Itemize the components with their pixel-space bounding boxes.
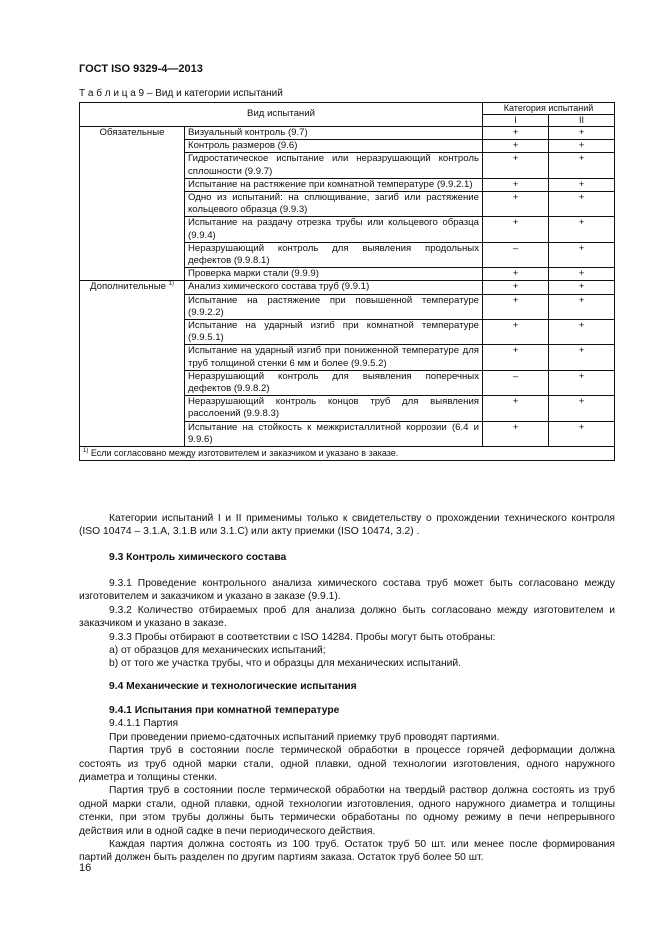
table-row bbox=[80, 127, 615, 140]
category-i-cell: + bbox=[483, 268, 549, 281]
category-i-cell: + bbox=[483, 345, 549, 370]
test-name-cell: Испытание на ударный изгиб при пониженной температуре для труб толщиной стенки 6 мм и более (9.9.5.2) bbox=[185, 345, 483, 370]
category-i-cell: + bbox=[483, 140, 549, 153]
test-name-cell: Испытание на раздачу отрезка трубы или кольцевого образца (9.9.4) bbox=[185, 217, 483, 242]
group-name: Дополнительные bbox=[90, 281, 166, 293]
category-i-cell: + bbox=[483, 127, 549, 140]
category-ii-cell: + bbox=[549, 421, 615, 446]
test-name-cell: Проверка марки стали (9.9.9) bbox=[185, 268, 483, 281]
paragraph-lot-1: При проведении приемо-сдаточных испытаний приемку труб проводят партиями. bbox=[109, 731, 500, 743]
section-9-3 bbox=[79, 551, 615, 564]
category-i-cell: – bbox=[483, 370, 549, 395]
paragraph-lot-2: Партия труб в состоянии после термической обработки в процессе горячей деформации должна состоять из труб одной марки стали, одной плавки, одной технологии изготовления, одного наружного диаметра и толщины стенки. bbox=[79, 745, 615, 784]
category-i-cell: + bbox=[483, 178, 549, 191]
test-name-cell: Испытание на растяжение при повышенной температуре (9.9.2.2) bbox=[185, 294, 483, 319]
category-ii-cell: + bbox=[549, 370, 615, 395]
col-header-category: Категория испытаний bbox=[483, 103, 615, 115]
group-label bbox=[80, 281, 185, 447]
category-i-cell: – bbox=[483, 242, 549, 267]
test-name-cell: Контроль размеров (9.6) bbox=[185, 140, 483, 153]
paragraph-9-3-2: 9.3.2 Количество отбираемых проб для анализа должно быть согласовано между изготовителем и заказчиком и указано в заказе. bbox=[79, 604, 615, 630]
col-header-i: I bbox=[483, 115, 549, 127]
test-name-cell: Испытание на растяжение при комнатной температуре (9.9.2.1) bbox=[185, 178, 483, 191]
category-ii-cell: + bbox=[549, 281, 615, 294]
list-item-b: b) от того же участка трубы, что и образцы для механических испытаний. bbox=[109, 658, 462, 670]
table-footnote bbox=[80, 447, 615, 461]
paragraph-9-3-3: 9.3.3 Пробы отбирают в соответствии с ISO 14284. Пробы могут быть отобраны: bbox=[109, 631, 496, 643]
category-ii-cell: + bbox=[549, 178, 615, 191]
footnote-text: Если согласовано между изготовителем и заказчиком и указано в заказе. bbox=[88, 448, 399, 459]
category-ii-cell: + bbox=[549, 294, 615, 319]
category-i-cell: + bbox=[483, 421, 549, 446]
category-i-cell: + bbox=[483, 153, 549, 178]
category-ii-cell: + bbox=[549, 140, 615, 153]
page-number: 16 bbox=[79, 862, 92, 874]
category-ii-cell: + bbox=[549, 242, 615, 267]
group-label bbox=[80, 127, 185, 281]
document-header: ГОСТ ISO 9329-4—2013 bbox=[79, 63, 203, 75]
category-ii-cell: + bbox=[549, 127, 615, 140]
list-item-a: a) от образцов для механических испытаний; bbox=[109, 645, 326, 657]
col-header-ii: II bbox=[549, 115, 615, 127]
section-9-3-body bbox=[79, 577, 615, 671]
group-footnote-mark: 1) bbox=[168, 281, 174, 288]
col-header-test: Вид испытаний bbox=[80, 103, 483, 127]
test-name-cell: Визуальный контроль (9.7) bbox=[185, 127, 483, 140]
test-name-cell: Испытание на стойкость к межкристаллитной коррозии (6.4 и 9.9.6) bbox=[185, 421, 483, 446]
section-9-4 bbox=[79, 680, 615, 693]
tests-table bbox=[79, 102, 615, 461]
category-ii-cell: + bbox=[549, 217, 615, 242]
category-i-cell: + bbox=[483, 281, 549, 294]
paragraph-lot-3: Партия труб в состоянии после термической обработки на твердый раствор должна состоять из труб одной марки стали, одной плавки, одной технологии изготовления, одного наружного диаметра и толщины стенки, при этом трубы должны быть термически обработаны по одному режиму в печи непрерывного действия или в одной садке в печи периодического действия. bbox=[79, 785, 615, 837]
heading-9-4: 9.4 Механические и технологические испытания bbox=[109, 681, 357, 692]
table-row bbox=[80, 281, 615, 294]
category-i-cell: + bbox=[483, 396, 549, 421]
test-name-cell: Неразрушающий контроль для выявления поперечных дефектов (9.9.8.2) bbox=[185, 370, 483, 395]
group-name: Обязательные bbox=[99, 127, 165, 138]
paragraph-lot-4: Каждая партия должна состоять из 100 труб. Остаток труб 50 шт. или менее после формирования партий должен быть разделен по другим партиям заказа. Остаток труб более 50 шт. bbox=[79, 839, 615, 864]
section-9-4-body bbox=[79, 704, 615, 865]
test-name-cell: Одно из испытаний: на сплющивание, загиб или растяжение кольцевого образца (9.9.3) bbox=[185, 192, 483, 217]
category-ii-cell: + bbox=[549, 153, 615, 178]
test-name-cell: Гидростатическое испытание или неразрушающий контроль сплошности (9.9.7) bbox=[185, 153, 483, 178]
test-name-cell: Анализ химического состава труб (9.9.1) bbox=[185, 281, 483, 294]
test-name-cell: Испытание на ударный изгиб при комнатной температуре (9.9.5.1) bbox=[185, 320, 483, 345]
heading-9-3: 9.3 Контроль химического состава bbox=[109, 552, 287, 563]
footnote-mark: 1) bbox=[83, 448, 89, 455]
table-caption: Т а б л и ц а 9 – Вид и категории испытаний bbox=[79, 88, 283, 99]
category-ii-cell: + bbox=[549, 268, 615, 281]
category-ii-cell: + bbox=[549, 192, 615, 217]
test-name-cell: Неразрушающий контроль для выявления продольных дефектов (9.9.8.1) bbox=[185, 242, 483, 267]
paragraph-9-3-1: 9.3.1 Проведение контрольного анализа химического состава труб может быть согласовано между изготовителем и заказчиком и указано в заказе (9.9.1). bbox=[79, 578, 615, 603]
category-ii-cell: + bbox=[549, 320, 615, 345]
heading-9-4-1: 9.4.1 Испытания при комнатной температуре bbox=[109, 705, 340, 716]
category-i-cell: + bbox=[483, 294, 549, 319]
paragraph-9-4-1-1: 9.4.1.1 Партия bbox=[109, 718, 179, 730]
category-i-cell: + bbox=[483, 217, 549, 242]
category-i-cell: + bbox=[483, 192, 549, 217]
paragraph-categories: Категории испытаний I и II применимы только к свидетельству о прохождении технического контроля (ISO 10474 – 3.1.A, 3.1.B или 3.1.C) или акту приемки (ISO 10474, 3.2) . bbox=[79, 513, 615, 538]
body-text bbox=[79, 512, 615, 539]
category-ii-cell: + bbox=[549, 396, 615, 421]
test-name-cell: Неразрушающий контроль концов труб для выявления расслоений (9.9.8.3) bbox=[185, 396, 483, 421]
category-i-cell: + bbox=[483, 320, 549, 345]
category-ii-cell: + bbox=[549, 345, 615, 370]
